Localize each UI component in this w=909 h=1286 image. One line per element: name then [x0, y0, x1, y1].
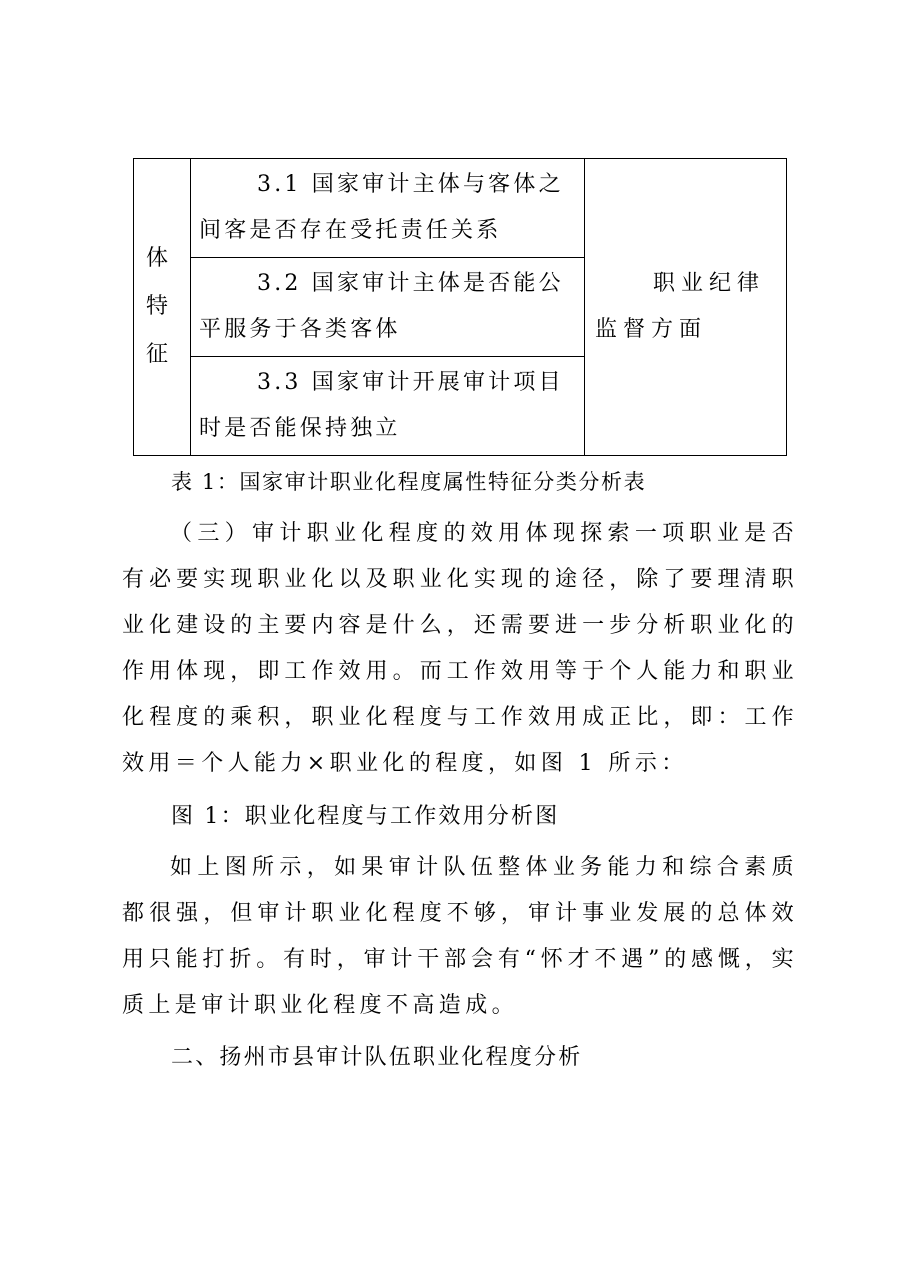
- body-paragraph: （三）审计职业化程度的效用体现探索一项职业是否有必要实现职业化以及职业化实现的途径，除了要理清职业化建设的主要内容是什么，还需要进一步分析职业化的作用体现，即工作效用。而工作效用等于个人能力和职业化程度的乘积，职业化程度与工作效用成正比，即：工作效用＝个人能力×职业化的程度，如图 1 所示：: [122, 521, 798, 776]
- table-item-text: 3.3 国家审计开展审计项目时是否能保持独立: [199, 370, 564, 441]
- table-item-cell: [191, 159, 585, 258]
- category-char: 征: [146, 342, 169, 367]
- figure-caption: 图 1：职业化程度与工作效用分析图: [171, 804, 560, 829]
- table-item-cell: [191, 357, 585, 456]
- table-caption: 表 1：国家审计职业化程度属性特征分类分析表: [171, 470, 647, 494]
- body-paragraph: 如上图所示，如果审计队伍整体业务能力和综合素质都很强，但审计职业化程度不够，审计事业发展的总体效用只能打折。有时，审计干部会有“怀才不遇”的感慨，实质上是审计职业化程度不高造成。: [122, 855, 798, 1018]
- table-item-text: 3.2 国家审计主体是否能公平服务于各类客体: [199, 271, 564, 342]
- attribute-feature-table: [133, 158, 787, 456]
- supervision-cell: [585, 159, 787, 456]
- section-heading: 二、扬州市县审计队伍职业化程度分析: [171, 1045, 583, 1070]
- category-char: 特: [146, 294, 169, 319]
- supervision-text: 职业纪律监督方面: [595, 271, 766, 342]
- category-cell: [134, 159, 191, 456]
- category-char: 体: [146, 246, 169, 271]
- table-item-text: 3.1 国家审计主体与客体之间客是否存在受托责任关系: [199, 172, 564, 243]
- table-item-cell: [191, 258, 585, 357]
